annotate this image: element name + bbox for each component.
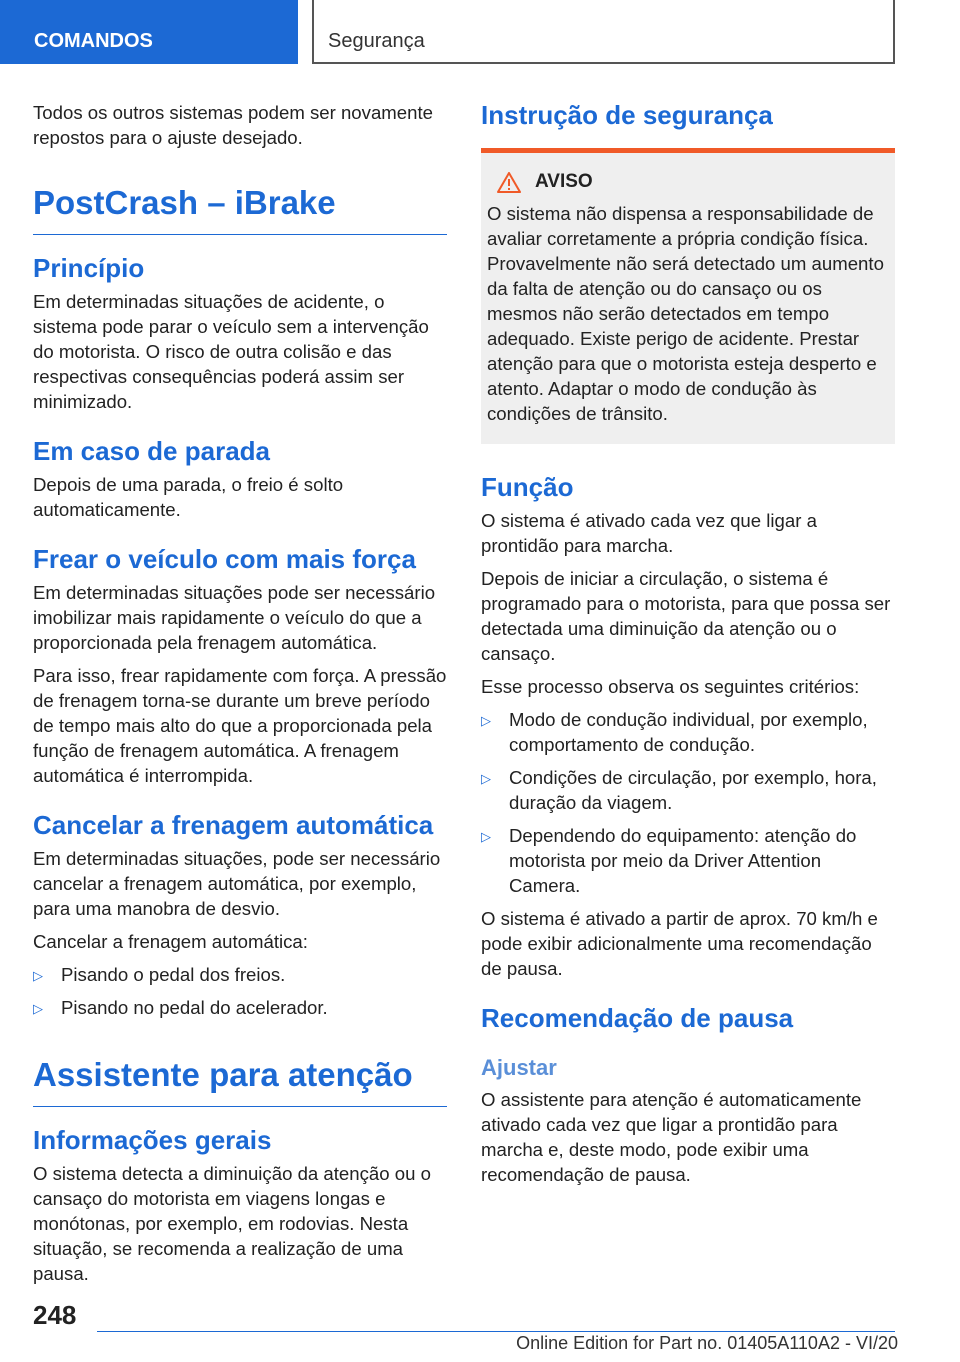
principio-heading: Princípio <box>33 253 145 283</box>
triangle-bullet-icon: ▷ <box>33 968 43 983</box>
list-item: ▷ Pisando o pedal dos freios. <box>33 962 447 987</box>
principio-text: Em determinadas situações de acidente, o sistema pode parar o veículo sem a intervenção do motorista. O risco de outra colisão e das respectivas consequências poderá assim ser minimizado. <box>33 291 429 412</box>
page-number: 248 <box>33 1300 77 1330</box>
frear-heading: Frear o veículo com mais força <box>33 544 416 574</box>
ajustar-heading: Ajustar <box>481 1055 557 1080</box>
info-text: O sistema detecta a diminuição da atenção ou o cansaço do motorista em viagens longas e monótonas, por exemplo, em rodovias. Nesta situação, se recomenda a realização de uma pausa. <box>33 1163 431 1284</box>
triangle-bullet-icon: ▷ <box>481 713 491 728</box>
funcao-text-3: Esse processo observa os seguintes critérios: <box>481 676 860 697</box>
cancelar-text-1: Em determinadas situações, pode ser necessário cancelar a frenagem automática, por exemplo, para uma manobra de desvio. <box>33 848 441 919</box>
funcao-list <box>481 707 895 898</box>
assist-heading: Assistente para atenção <box>33 1056 447 1107</box>
frear-text-1: Em determinadas situações pode ser necessário imobilizar mais rapidamente o veículo do que a proporcionada pela frenagem automática. <box>33 582 436 653</box>
cancelar-list <box>33 962 447 1020</box>
funcao-text-1: O sistema é ativado cada vez que ligar a prontidão para marcha. <box>481 510 817 556</box>
footer-divider <box>97 1331 895 1332</box>
rec-heading: Recomendação de pausa <box>481 1003 794 1033</box>
right-column <box>481 100 895 1195</box>
triangle-bullet-icon: ▷ <box>481 771 491 786</box>
list-item: ▷ Condições de circulação, por exemplo, hora, duração da viagem. <box>481 767 877 813</box>
parada-heading: Em caso de parada <box>33 436 270 466</box>
footer-edition: Online Edition for Part no. 01405A110A2 - VI/20 <box>516 1333 898 1353</box>
instr-heading: Instrução de segurança <box>481 100 773 130</box>
ajustar-text: O assistente para atenção é automaticamente ativado cada vez que ligar a prontidão para marcha e, deste modo, pode exibir uma recomendação de pausa. <box>481 1089 862 1185</box>
warning-text: O sistema não dispensa a responsabilidade de avaliar corretamente a própria condição física. Provavelmente não será detectado um aumento da falta de atenção ou do cansaço ou os mesmos não serão detectados em tempo adequado. Existe perigo de acidente. Prestar atenção para que o motorista esteja desperto e atento. Adaptar o modo de condução às condições de trânsito. <box>487 203 884 424</box>
section-title: Segurança <box>312 0 895 64</box>
cancelar-heading: Cancelar a frenagem automática <box>33 810 434 840</box>
warning-box <box>481 148 895 444</box>
funcao-text-2: Depois de iniciar a circulação, o sistema é programado para o motorista, para que possa ser detectada uma diminuição da atenção ou o cansaço. <box>481 568 891 664</box>
triangle-bullet-icon: ▷ <box>481 829 491 844</box>
list-item: ▷ Pisando no pedal do acelerador. <box>33 995 447 1020</box>
list-item: ▷ Modo de condução individual, por exemplo, comportamento de condução. <box>481 709 868 755</box>
left-column <box>33 100 447 1294</box>
postcrash-heading: PostCrash – iBrake <box>33 184 447 235</box>
funcao-heading: Função <box>481 472 574 502</box>
list-item: ▷ Dependendo do equipamento: atenção do motorista por meio da Driver Attention Camera. <box>481 825 857 896</box>
parada-text: Depois de uma parada, o freio é solto automaticamente. <box>33 474 344 520</box>
warning-title: AVISO <box>487 171 887 193</box>
cancelar-text-2: Cancelar a frenagem automática: <box>33 931 308 952</box>
chapter-tab[interactable]: COMANDOS <box>0 0 298 64</box>
frear-text-2: Para isso, frear rapidamente com força. A pressão de frenagem torna-se durante um breve período de tempo mais alto do que a proporcionada pela função de frenagem automática. A frenagem automática é interrompida. <box>33 665 447 786</box>
info-heading: Informações gerais <box>33 1125 272 1155</box>
warning-triangle-icon <box>497 172 521 193</box>
funcao-text-4: O sistema é ativado a partir de aprox. 70 km/h e pode exibir adicionalmente uma recomendação de pausa. <box>481 908 878 979</box>
intro-text: Todos os outros sistemas podem ser novamente repostos para o ajuste desejado. <box>33 102 433 148</box>
triangle-bullet-icon: ▷ <box>33 1001 43 1016</box>
